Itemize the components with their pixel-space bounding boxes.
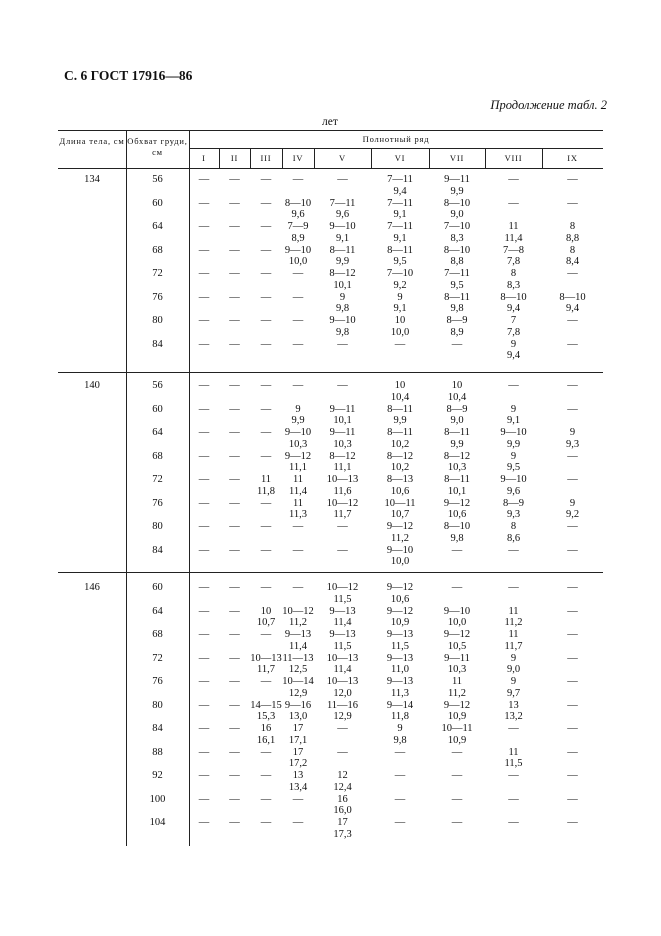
table-cell: —	[292, 338, 304, 350]
chest-value: 72	[152, 474, 163, 485]
table-cell: —	[229, 629, 240, 640]
table-cell: —	[198, 817, 210, 828]
table-cell: —	[229, 605, 240, 617]
table-cell: —	[260, 582, 272, 593]
table-cell: —	[260, 221, 272, 232]
table-cell: 9—12 10,6	[386, 582, 414, 605]
header-roman-V: V	[339, 153, 346, 163]
table-cell: —	[260, 497, 272, 509]
chest-value: 60	[152, 197, 163, 209]
table-cell: 9—11 10,3	[329, 427, 356, 450]
table-cell: —	[260, 817, 272, 828]
table-cell: —	[198, 338, 210, 350]
table-cell: 8—11 10,2	[387, 427, 413, 450]
table-cell: 13 13,4	[288, 770, 308, 793]
table-cell: 10—13 11,7	[250, 652, 282, 676]
table-cell: 14—15 15,3	[250, 699, 282, 723]
table-cell: —	[198, 629, 210, 640]
table-cell: —	[292, 174, 304, 185]
table-cell: 7—11 9,6	[329, 197, 356, 221]
table-cell: —	[198, 699, 210, 711]
table-cell: 8—11 9,9	[444, 427, 470, 450]
table-cell: —	[508, 793, 519, 805]
chest-value: 104	[149, 817, 166, 828]
table-cell: —	[260, 629, 272, 640]
chest-value: 80	[152, 521, 163, 532]
table-cell: —	[292, 817, 304, 828]
table-cell: 9—10 10,0	[386, 544, 414, 568]
table-cell: —	[198, 746, 210, 758]
table-cell: —	[198, 315, 210, 326]
table-cell: —	[229, 380, 240, 391]
table-cell: 8—12 10,3	[443, 450, 471, 474]
table-cell: —	[260, 746, 272, 758]
table-cell: —	[567, 699, 578, 711]
table-cell: 9—10 9,6	[500, 474, 527, 497]
table-cell: —	[198, 268, 210, 279]
table-cell: —	[198, 723, 210, 734]
table-rule	[58, 168, 603, 169]
table-cell: 9—12 10,9	[386, 605, 414, 629]
table-cell: —	[229, 770, 240, 781]
table-cell: —	[260, 770, 272, 781]
chest-value: 76	[152, 497, 163, 509]
table-cell: 8—10 9,8	[443, 521, 471, 544]
table-cell: 8—9 8,9	[446, 315, 468, 338]
table-cell: —	[292, 315, 304, 326]
table-cell: —	[198, 427, 210, 438]
table-cell: —	[567, 380, 578, 391]
table-cell: 9—10 10,0	[443, 605, 471, 629]
table-cell: 9—14 11,8	[386, 699, 414, 723]
table-cell: —	[260, 544, 272, 556]
table-cell: —	[260, 403, 272, 415]
table-cell: —	[508, 174, 519, 185]
table-cell: —	[567, 652, 578, 664]
table-cell: 9 9,2	[565, 497, 580, 521]
table-cell: —	[229, 699, 240, 711]
table-cell: —	[260, 197, 272, 209]
header-roman-III: III	[260, 153, 272, 163]
table-cell: 7—11 9,5	[444, 268, 470, 291]
table-cell: 11 11,4	[504, 221, 523, 244]
table-cell: 9—12 10,6	[443, 497, 471, 521]
table-cell: —	[394, 793, 406, 805]
table-rule	[58, 572, 603, 573]
chest-value: 80	[152, 699, 163, 711]
table-cell: 11 11,7	[504, 629, 523, 652]
table-cell: 8—11 10,1	[444, 474, 470, 497]
table-cell: —	[567, 746, 578, 758]
table-cell: 11 11,3	[289, 497, 307, 521]
chest-value: 64	[152, 221, 163, 232]
table-cell: —	[292, 268, 304, 279]
table-cell: 8—13 10,6	[386, 474, 414, 497]
header-roman-VIII: VIII	[504, 153, 523, 163]
table-cell: 17 17,1	[288, 723, 308, 746]
table-cell: 10—13 12,0	[326, 676, 359, 699]
table-rule	[58, 130, 603, 131]
table-cell: —	[508, 817, 519, 828]
table-cell: —	[567, 268, 578, 279]
table-cell: —	[260, 380, 272, 391]
table-cell: 8—12 10,1	[329, 268, 356, 291]
continuation-note: Продолжение табл. 2	[490, 98, 607, 112]
header-roman-IV: IV	[292, 153, 304, 163]
table-cell: 9—13 11,3	[386, 676, 414, 699]
chest-value: 68	[152, 629, 163, 640]
chest-value: 72	[152, 268, 163, 279]
table-cell: 9—11 10,3	[444, 652, 470, 676]
table-cell: —	[567, 474, 578, 485]
unit-label: лет	[322, 116, 338, 128]
table-cell: 10—12 11,7	[326, 497, 359, 521]
table-cell: 10 10,4	[390, 380, 410, 403]
table-cell: 8—10 9,6	[284, 197, 312, 221]
table-cell: 9—10 10,3	[284, 427, 312, 450]
table-cell: 8—9 9,0	[446, 403, 468, 427]
table-cell: —	[292, 291, 304, 303]
table-cell: —	[198, 605, 210, 617]
table-cell: 11 11,4	[289, 474, 307, 497]
table-cell: —	[229, 474, 240, 485]
table-cell: —	[394, 338, 406, 350]
table-rule	[58, 372, 603, 373]
table-cell: —	[198, 244, 210, 256]
table-cell: —	[451, 817, 463, 828]
table-cell: —	[508, 770, 519, 781]
table-cell: —	[260, 174, 272, 185]
chest-value: 68	[152, 450, 163, 462]
table-cell: 9 9,4	[506, 338, 521, 362]
table-cell: 9 9,7	[506, 676, 521, 699]
table-cell: —	[337, 338, 348, 350]
chest-value: 76	[152, 291, 163, 303]
table-cell: —	[198, 652, 210, 664]
table-cell: 11—16 12,9	[326, 699, 359, 723]
table-cell: —	[229, 521, 240, 532]
table-cell: 8—10 9,4	[559, 291, 586, 315]
table-cell: 9 9,1	[393, 291, 407, 315]
table-cell: —	[229, 817, 240, 828]
table-cell: 8—11 9,8	[444, 291, 470, 315]
chest-value: 84	[152, 338, 163, 350]
table-cell: 10—14 12,9	[282, 676, 314, 699]
table-cell: —	[292, 380, 304, 391]
table-cell: 10 10,7	[256, 605, 276, 629]
table-cell: 10—13 11,4	[326, 652, 359, 676]
table-cell: —	[567, 676, 578, 687]
table-cell: 7—11 9,4	[387, 174, 413, 197]
table-cell: 8—10 8,8	[443, 244, 471, 268]
header-chest: Обхват груди, см	[127, 136, 188, 157]
header-roman-VI: VI	[394, 153, 406, 163]
chest-value: 56	[152, 380, 163, 391]
length-value: 140	[84, 380, 100, 391]
table-cell: 13 13,2	[504, 699, 523, 723]
table-cell: 8—10 9,4	[500, 291, 527, 315]
table-cell: —	[337, 521, 348, 532]
table-cell: 9—13 11,5	[386, 629, 414, 652]
table-cell: —	[260, 521, 272, 532]
chest-value: 76	[152, 676, 163, 687]
table-cell: 17 17,2	[288, 746, 308, 770]
table-cell: —	[567, 403, 578, 415]
table-cell: —	[451, 544, 463, 556]
table-cell: 9 9,1	[506, 403, 521, 427]
table-cell: —	[229, 403, 240, 415]
table-cell: —	[260, 338, 272, 350]
table-cell: 9 9,8	[335, 291, 350, 315]
table-cell: 9—12 11,2	[386, 521, 414, 544]
table-cell: —	[508, 723, 519, 734]
page-header: С. 6 ГОСТ 17916—86	[64, 68, 193, 83]
table-cell: 8—11 9,9	[329, 244, 356, 268]
table-cell: —	[260, 315, 272, 326]
table-cell: 8 8,8	[565, 221, 580, 244]
table-vrule	[126, 130, 127, 846]
chest-value: 84	[152, 723, 163, 734]
table-cell: —	[260, 427, 272, 438]
table-cell: —	[508, 380, 519, 391]
table-cell: —	[229, 723, 240, 734]
table-cell: —	[292, 544, 304, 556]
table-cell: —	[229, 450, 240, 462]
table-cell: —	[451, 770, 463, 781]
table-cell: —	[229, 197, 240, 209]
table-vrule	[189, 130, 190, 846]
table-cell: —	[567, 521, 578, 532]
table-cell: 9—13 11,5	[329, 629, 356, 652]
table-cell: 9—10 9,9	[500, 427, 527, 450]
chest-value: 72	[152, 652, 163, 664]
table-cell: 9—12 11,1	[284, 450, 312, 474]
table-cell: —	[229, 338, 240, 350]
table-cell: —	[229, 427, 240, 438]
table-cell: 10 10,0	[390, 315, 410, 338]
table-cell: —	[337, 544, 348, 556]
table-cell: —	[229, 497, 240, 509]
table-cell: —	[229, 268, 240, 279]
table-cell: —	[229, 652, 240, 664]
table-cell: —	[229, 746, 240, 758]
table-cell: 8—11 9,9	[387, 403, 413, 427]
table-cell: 9—10 10,0	[284, 244, 312, 268]
table-cell: 7 7,8	[506, 315, 521, 338]
chest-value: 84	[152, 544, 163, 556]
table-cell: —	[567, 770, 578, 781]
table-cell: —	[198, 793, 210, 805]
table-cell: 9—13 11,4	[284, 629, 312, 652]
table-cell: 9 9,8	[393, 723, 407, 746]
table-cell: —	[229, 582, 240, 593]
chest-value: 68	[152, 244, 163, 256]
table-cell: —	[198, 544, 210, 556]
table-cell: —	[567, 629, 578, 640]
chest-value: 64	[152, 427, 163, 438]
table-cell: —	[198, 380, 210, 391]
table-cell: —	[260, 676, 272, 687]
table-cell: 7—8 7,8	[503, 244, 524, 268]
table-cell: 16 16,0	[333, 793, 352, 817]
table-cell: —	[229, 676, 240, 687]
table-cell: —	[198, 221, 210, 232]
table-cell: —	[198, 174, 210, 185]
table-rule	[189, 148, 603, 149]
table-cell: 11 11,2	[448, 676, 466, 699]
table-cell: —	[567, 817, 578, 828]
table-cell: —	[229, 174, 240, 185]
table-cell: —	[229, 291, 240, 303]
table-cell: 10—12 11,2	[282, 605, 314, 629]
table-cell: —	[508, 197, 519, 209]
table-cell: 11 11,8	[257, 474, 275, 497]
table-cell: —	[198, 403, 210, 415]
table-cell: 7—11 9,1	[387, 197, 413, 221]
table-cell: 11 11,5	[504, 746, 523, 770]
table-cell: —	[198, 197, 210, 209]
header-length: Длина тела, см	[59, 136, 125, 146]
table-cell: —	[337, 746, 348, 758]
table-cell: 9 9,3	[565, 427, 580, 450]
table-cell: 9—13 11,4	[329, 605, 356, 629]
table-cell: —	[451, 746, 463, 758]
table-cell: 9 9,5	[506, 450, 521, 474]
table-cell: —	[260, 450, 272, 462]
table-cell: —	[337, 723, 348, 734]
header-roman-IX: IX	[567, 153, 578, 163]
table-cell: 9 9,0	[506, 652, 521, 676]
table-cell: 9—12 10,9	[443, 699, 471, 723]
table-cell: —	[567, 544, 578, 556]
table-cell: —	[260, 793, 272, 805]
table-cell: 10—12 11,5	[326, 582, 359, 605]
table-cell: —	[229, 221, 240, 232]
table-cell: —	[229, 544, 240, 556]
header-roman-VII: VII	[449, 153, 465, 163]
table-cell: —	[229, 793, 240, 805]
chest-value: 60	[152, 403, 163, 415]
table-cell: 17 17,3	[333, 817, 352, 840]
table-cell: —	[198, 770, 210, 781]
table-cell: 8 8,3	[506, 268, 521, 291]
table-cell: 9—12 10,5	[443, 629, 471, 652]
chest-value: 60	[152, 582, 163, 593]
table-cell: 10—11 10,7	[384, 497, 416, 521]
table-cell: 7—9 8,9	[287, 221, 309, 244]
table-cell: 7—11 9,1	[387, 221, 413, 244]
table-cell: 11 11,2	[504, 605, 523, 629]
table-cell: 8 8,4	[565, 244, 580, 268]
table-cell: —	[451, 582, 463, 593]
chest-value: 56	[152, 174, 163, 185]
table-cell: —	[567, 338, 578, 350]
table-cell: —	[451, 338, 463, 350]
header-roman-II: II	[230, 153, 239, 163]
table-cell: 7—10 8,3	[443, 221, 471, 244]
table-cell: —	[198, 521, 210, 532]
table-cell: —	[292, 521, 304, 532]
chest-value: 100	[149, 793, 166, 805]
header-roman-I: I	[202, 153, 206, 163]
table-cell: —	[198, 474, 210, 485]
table-cell: 8—12 11,1	[329, 450, 356, 474]
table-cell: 8 8,6	[506, 521, 521, 544]
length-value: 134	[84, 174, 100, 185]
table-cell: 7—10 9,2	[386, 268, 414, 291]
table-cell: —	[198, 582, 210, 593]
table-cell: 8—12 10,2	[386, 450, 414, 474]
length-value: 146	[84, 582, 100, 593]
table-cell: —	[567, 174, 578, 185]
table-cell: —	[508, 544, 519, 556]
table-cell: 10—13 11,6	[326, 474, 359, 497]
table-cell: 8—10 9,0	[443, 197, 471, 221]
table-cell: 10—11 10,9	[441, 723, 473, 746]
table-cell: 11—13 12,5	[282, 652, 314, 676]
table-cell: —	[229, 244, 240, 256]
table-cell: —	[567, 450, 578, 462]
table-cell: —	[198, 450, 210, 462]
table-cell: —	[198, 676, 210, 687]
table-cell: —	[260, 268, 272, 279]
table-cell: —	[337, 380, 348, 391]
header-group: Полнотный ряд	[362, 134, 430, 144]
table-cell: 9—10 9,8	[329, 315, 356, 338]
table-cell: —	[394, 817, 406, 828]
table-cell: —	[337, 174, 348, 185]
chest-value: 92	[152, 770, 163, 781]
table-cell: —	[260, 244, 272, 256]
table-cell: —	[229, 315, 240, 326]
table-cell: —	[567, 723, 578, 734]
table-cell: —	[198, 497, 210, 509]
table-cell: —	[292, 793, 304, 805]
table-cell: —	[567, 793, 578, 805]
table-cell: —	[292, 582, 304, 593]
table-cell: —	[198, 291, 210, 303]
table-cell: 16 16,1	[256, 723, 276, 746]
table-cell: 9—13 11,0	[386, 652, 414, 676]
table-cell: —	[394, 770, 406, 781]
table-cell: —	[567, 582, 578, 593]
table-cell: 12 12,4	[333, 770, 352, 793]
chest-value: 80	[152, 315, 163, 326]
chest-value: 88	[152, 746, 163, 758]
table-cell: 9—11 9,9	[444, 174, 470, 197]
table-cell: 9—16 13,0	[284, 699, 312, 723]
table-cell: —	[567, 315, 578, 326]
table-cell: —	[394, 746, 406, 758]
table-cell: 9—10 9,1	[329, 221, 356, 244]
table-cell: —	[260, 291, 272, 303]
table-cell: —	[508, 582, 519, 593]
table-cell: 9 9,9	[291, 403, 305, 427]
table-cell: 8—11 9,5	[387, 244, 413, 268]
table-cell: —	[567, 197, 578, 209]
chest-value: 64	[152, 605, 163, 617]
table-cell: 8—9 9,3	[503, 497, 524, 521]
table-cell: —	[451, 793, 463, 805]
table-cell: 10 10,4	[447, 380, 467, 403]
table-cell: 9—11 10,1	[329, 403, 356, 427]
table-cell: —	[567, 605, 578, 617]
